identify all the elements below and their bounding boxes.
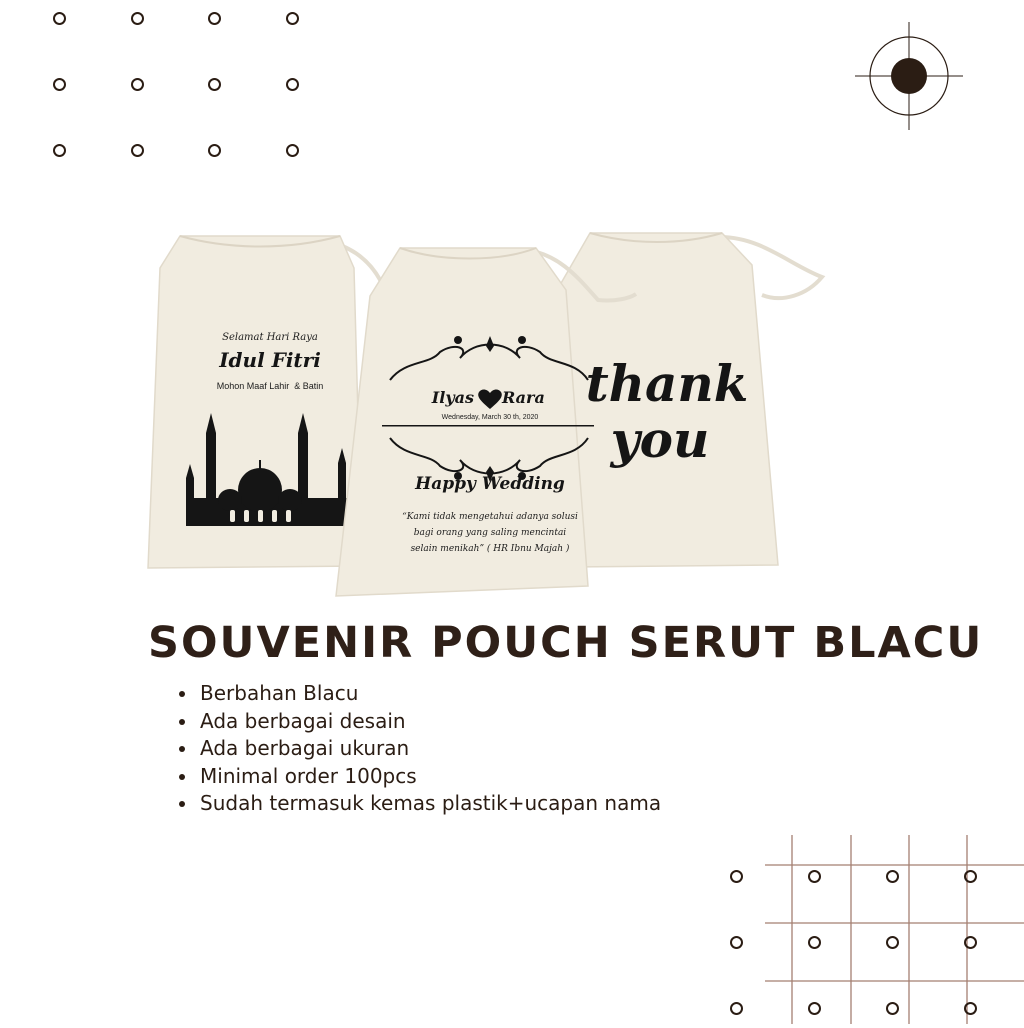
- wedding-quote-line3: selain menikah” ( HR Ibnu Majah ): [410, 544, 570, 554]
- eid-greeting: Selamat Hari Raya: [222, 332, 318, 343]
- wedding-date: Wednesday, March 30 th, 2020: [441, 414, 539, 421]
- ring-icon: [131, 78, 144, 91]
- ring-icon: [886, 936, 899, 949]
- ring-icon: [808, 870, 821, 883]
- ring-icon: [131, 144, 144, 157]
- thank-you-line1: thank: [585, 354, 749, 413]
- ring-icon: [886, 1002, 899, 1015]
- wedding-quote-line2: bagi orang yang saling mencintai: [413, 528, 567, 538]
- ring-icon: [808, 1002, 821, 1015]
- ring-icon: [964, 936, 977, 949]
- product-title: SOUVENIR POUCH SERUT BLACU: [148, 618, 984, 668]
- wedding-title: Happy Wedding: [415, 474, 565, 494]
- ring-icon: [730, 1002, 743, 1015]
- ring-icon: [208, 12, 221, 25]
- feature-item: • Ada berbagai ukuran: [198, 735, 661, 763]
- pouch-wedding: [330, 240, 640, 605]
- feature-item: • Sudah termasuk kemas plastik+ucapan nama: [198, 790, 661, 818]
- ring-icon: [286, 78, 299, 91]
- couple-left-name: Ilyas: [431, 388, 474, 407]
- ring-icon: [964, 1002, 977, 1015]
- ring-icon: [286, 12, 299, 25]
- eid-wish: Mohon Maaf Lahir & Batin: [216, 381, 324, 391]
- ring-icon: [886, 870, 899, 883]
- couple-right-name: Rara: [502, 388, 545, 407]
- feature-list: [176, 680, 661, 818]
- ring-icon: [286, 144, 299, 157]
- feature-item: • Ada berbagai desain: [198, 708, 661, 736]
- ring-icon: [208, 78, 221, 91]
- thank-you-line2: you: [610, 410, 710, 469]
- ring-icon: [53, 78, 66, 91]
- wedding-quote-line1: “Kami tidak mengetahui adanya solusi: [402, 512, 578, 522]
- ring-icon: [53, 12, 66, 25]
- eid-title: Idul Fitri: [219, 348, 321, 372]
- ring-icon: [730, 870, 743, 883]
- feature-item: • Berbahan Blacu: [198, 680, 661, 708]
- ring-icon: [131, 12, 144, 25]
- feature-item: • Minimal order 100pcs: [198, 763, 661, 791]
- decorative-grid-bottom: [725, 835, 1024, 1024]
- crosshair-icon: [855, 22, 963, 130]
- ring-icon: [730, 936, 743, 949]
- ring-icon: [964, 870, 977, 883]
- ring-icon: [53, 144, 66, 157]
- ring-icon: [808, 936, 821, 949]
- ring-icon: [208, 144, 221, 157]
